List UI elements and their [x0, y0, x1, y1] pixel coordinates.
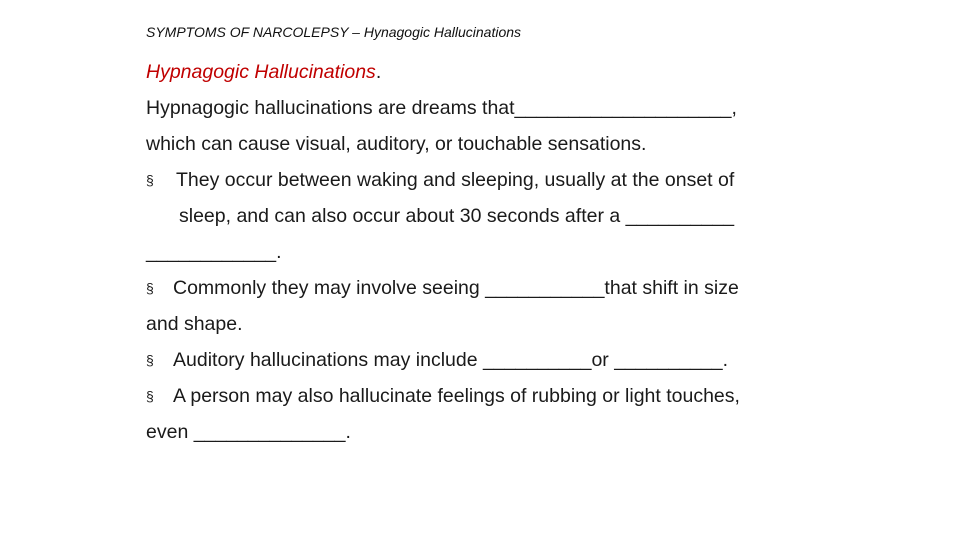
bullet-3-text-1: Auditory hallucinations may include __________or __________.	[173, 349, 729, 371]
subheading-title: Hypnagogic Hallucinations	[146, 61, 376, 83]
bullet-icon: §	[146, 388, 154, 404]
subheading	[146, 54, 846, 90]
intro-line-2: which can cause visual, auditory, or touchable sensations.	[146, 133, 647, 155]
bullet-4-line-1	[146, 378, 846, 414]
bullet-icon: §	[146, 172, 154, 188]
slide-header: SYMPTOMS OF NARCOLEPSY – Hynagogic Hallucinations	[146, 24, 522, 40]
bullet-1-line-2: sleep, and can also occur about 30 seconds after a __________	[179, 205, 735, 227]
intro-line-1: Hypnagogic hallucinations are dreams that____________________,	[146, 97, 737, 119]
slide-body	[146, 54, 846, 450]
bullet-2-line-2: and shape.	[146, 313, 243, 335]
subheading-period: .	[375, 61, 382, 83]
bullet-1-text-1: They occur between waking and sleeping, usually at the onset of	[176, 169, 735, 191]
bullet-2-text-1: Commonly they may involve seeing ___________that shift in size	[173, 277, 739, 299]
bullet-4-text-1: A person may also hallucinate feelings of rubbing or light touches,	[173, 385, 740, 407]
bullet-1-line-1	[146, 162, 846, 198]
bullet-3-line-1	[146, 342, 846, 378]
bullet-1-line-3: ____________.	[146, 241, 282, 263]
bullet-4-line-2: even ______________.	[146, 421, 351, 443]
bullet-icon: §	[146, 352, 154, 368]
bullet-icon: §	[146, 280, 154, 296]
bullet-2-line-1	[146, 270, 846, 306]
